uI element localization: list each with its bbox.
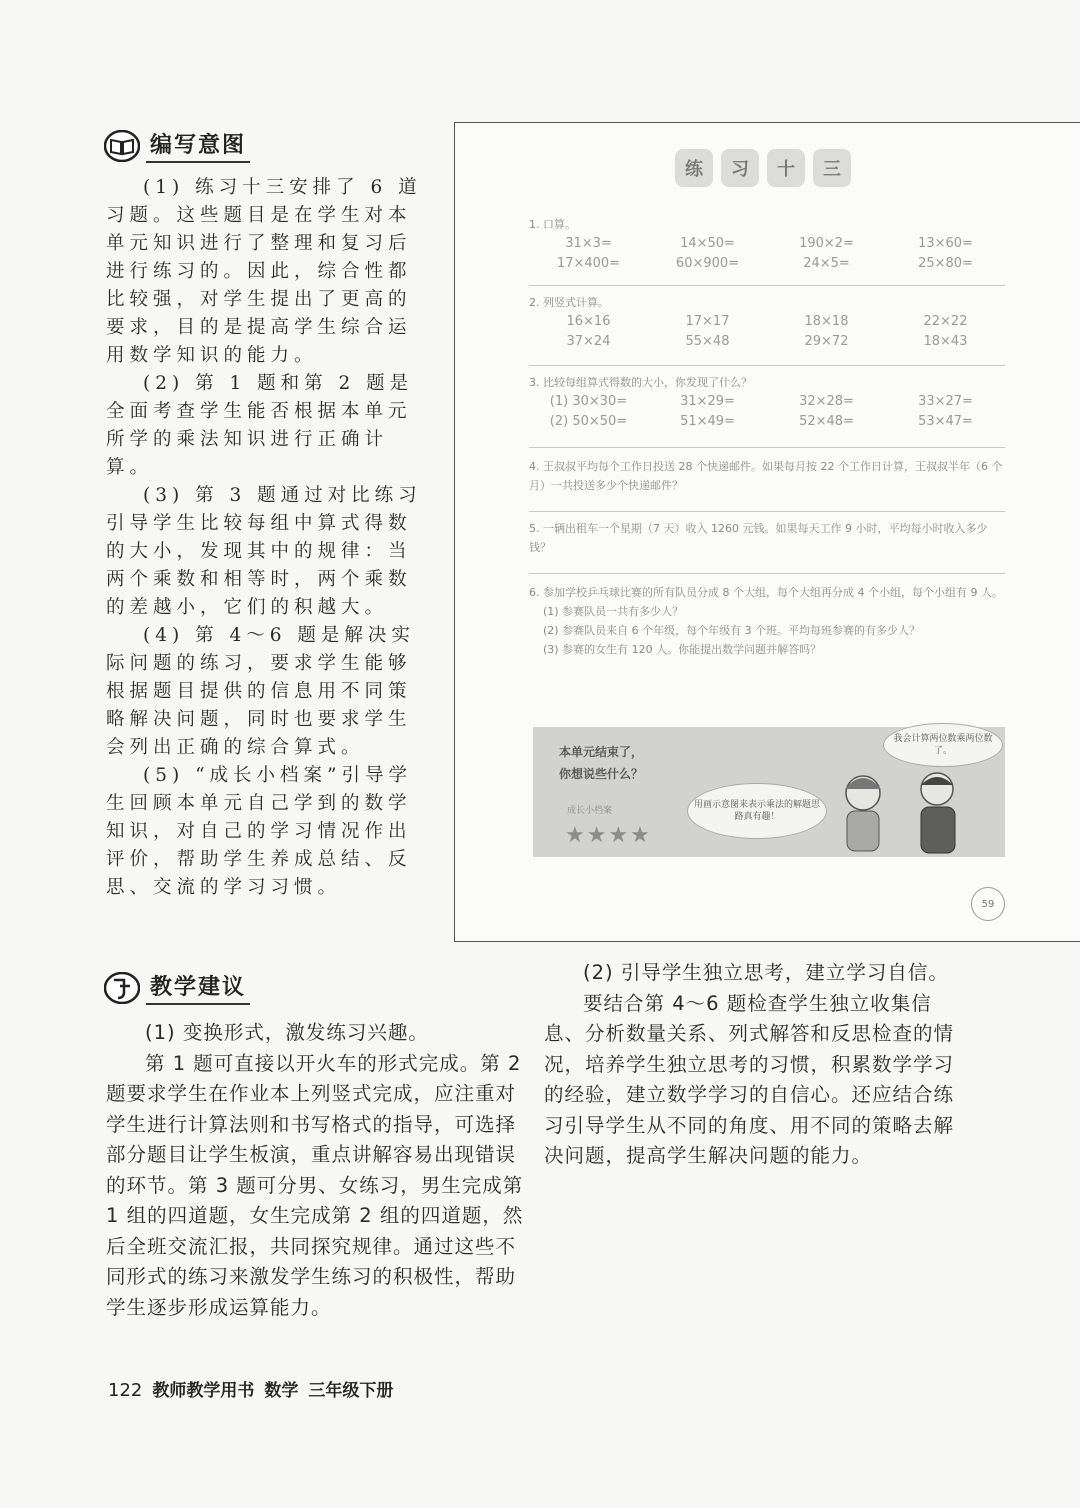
paragraph: (1) 变换形式，激发练习兴趣。 [145,1021,429,1044]
children-illustration [829,763,979,857]
question-3: 3. 比较每组算式得数的大小，你发现了什么？ (1) 30×30= 31×29= 32×28= 33×27= (2) 50×50= 51×49= 52×48= 53×47= [529,376,973,429]
section-title: 编写意图 [146,128,250,163]
paragraph: (1) 练习十三安排了 6 道习题。这些题目是在学生对本单元知识进行了整理和复习后进行练习的。因此，综合性都比较强，对学生提出了更高的要求，目的是提高学生综合运用数学知识的能力。 [106,177,422,366]
suggestions-text [106,1018,524,1323]
exercise-title: 练 习 十 三 [675,149,851,187]
divider [529,573,1005,574]
growth-archive-label: 成长小档案 [567,806,613,816]
suggestions-text-continued [544,958,968,1172]
grade: 三年级下册 [308,1381,394,1401]
textbook-page-number: 59 [971,887,1005,921]
subject: 数学 [264,1381,299,1401]
page-number: 122 [108,1380,143,1401]
growth-banner: 本单元结束了， 你想说些什么？ 成长小档案 ★★★★ 用画示意图来表示乘法的解题思路真有趣！ 我会计算两位数乘两位数了。 [533,727,1005,857]
paragraph: 第 1 题可直接以开火车的形式完成。第 2 题要求学生在作业本上列竖式完成，应注重对学生进行计算法则和书写格式的指导，可选择部分题目让学生板演，重点讲解容易出现错误的环节。第 3 题可分男、女练习，男生完成第 1 组的四道题，女生完成第 2 组的四道题，然后全班交流汇报，共同探究规律。通过这些不同形式的练习来激发学生练习的积极性，帮助学生逐步形成运算能力。 [106,1051,524,1319]
question-5: 5. 一辆出租车一个星期（7 天）收入 1260 元钱。如果每天工作 9 小时，平均每小时收入多少钱？ [529,522,988,554]
paragraph: (5) “成长小档案”引导学生回顾本单元自己学到的数学知识，对自己的学习情况作出评价，帮助学生养成总结、反思、交流的学习习惯。 [106,765,413,898]
section-title: 教学建议 [146,970,250,1005]
question-2: 2. 列竖式计算。 16×16 17×17 18×18 22×22 37×24 55×48 29×72 18×43 [529,296,968,349]
paragraph: 要结合第 4～6 题检查学生独立收集信息、分析数量关系、列式解答和反思检查的情况，培养学生独立思考的习惯，积累数学学习的经验，建立数学学习的自信心。还应结合练习引导学生从不同的角度、用不同的策略去解决问题，提高学生解决问题的能力。 [544,991,955,1167]
speech-bubble-left: 用画示意图来表示乘法的解题思路真有趣！ [687,783,827,839]
speech-bubble-right: 我会计算两位数乘两位数了。 [883,723,1003,767]
teaching-icon [104,971,140,1005]
paragraph: (2) 引导学生独立思考，建立学习自信。 [583,961,949,984]
intent-text [106,174,434,902]
question-6: 6. 参加学校乒乓球比赛的所有队员分成 8 个大组，每个大组再分成 4 个小组，每个小组有 9 人。 (1) 参赛队员一共有多少人？ (2) 参赛队员来自 6 个年级，每个年级有 3 个班。平均每班参赛的有多少人？ (3) 参赛的女生有 120 人。你能提出数学问题并解答吗？ [529,586,1003,656]
question-1: 1. 口算。 31×3= 14×50= 190×2= 13×60= 17×400= 60×900= 24×5= 25×80= [529,218,973,271]
book-name: 教师教学用书 [152,1381,255,1401]
section-heading-intent [104,128,250,163]
divider [529,511,1005,512]
book-icon [104,129,140,163]
divider [529,285,1005,286]
section-heading-suggestions [104,970,250,1005]
textbook-page [454,122,1080,942]
star-rating: ★★★★ [565,823,652,848]
paragraph: (4) 第 4～6 题是解决实际问题的练习，要求学生能够根据题目提供的信息用不同策略解决问题，同时也要求学生会列出正确的综合算式。 [106,625,415,758]
divider [529,447,1005,448]
page-footer [108,1376,393,1401]
paragraph: (2) 第 1 题和第 2 题是全面考查学生能否根据本单元所学的乘法知识进行正确计算。 [106,373,414,478]
question-4: 4. 王叔叔平均每个工作日投送 28 个快递邮件。如果每月按 22 个工作日计算，王叔叔半年（6 个月）一共投送多少个快递邮件？ [529,460,1003,492]
divider [529,365,1005,366]
paragraph: (3) 第 3 题通过对比练习引导学生比较每组中算式得数的大小，发现其中的规律：当两个乘数和相等时，两个乘数的差越小，它们的积越大。 [106,485,422,618]
